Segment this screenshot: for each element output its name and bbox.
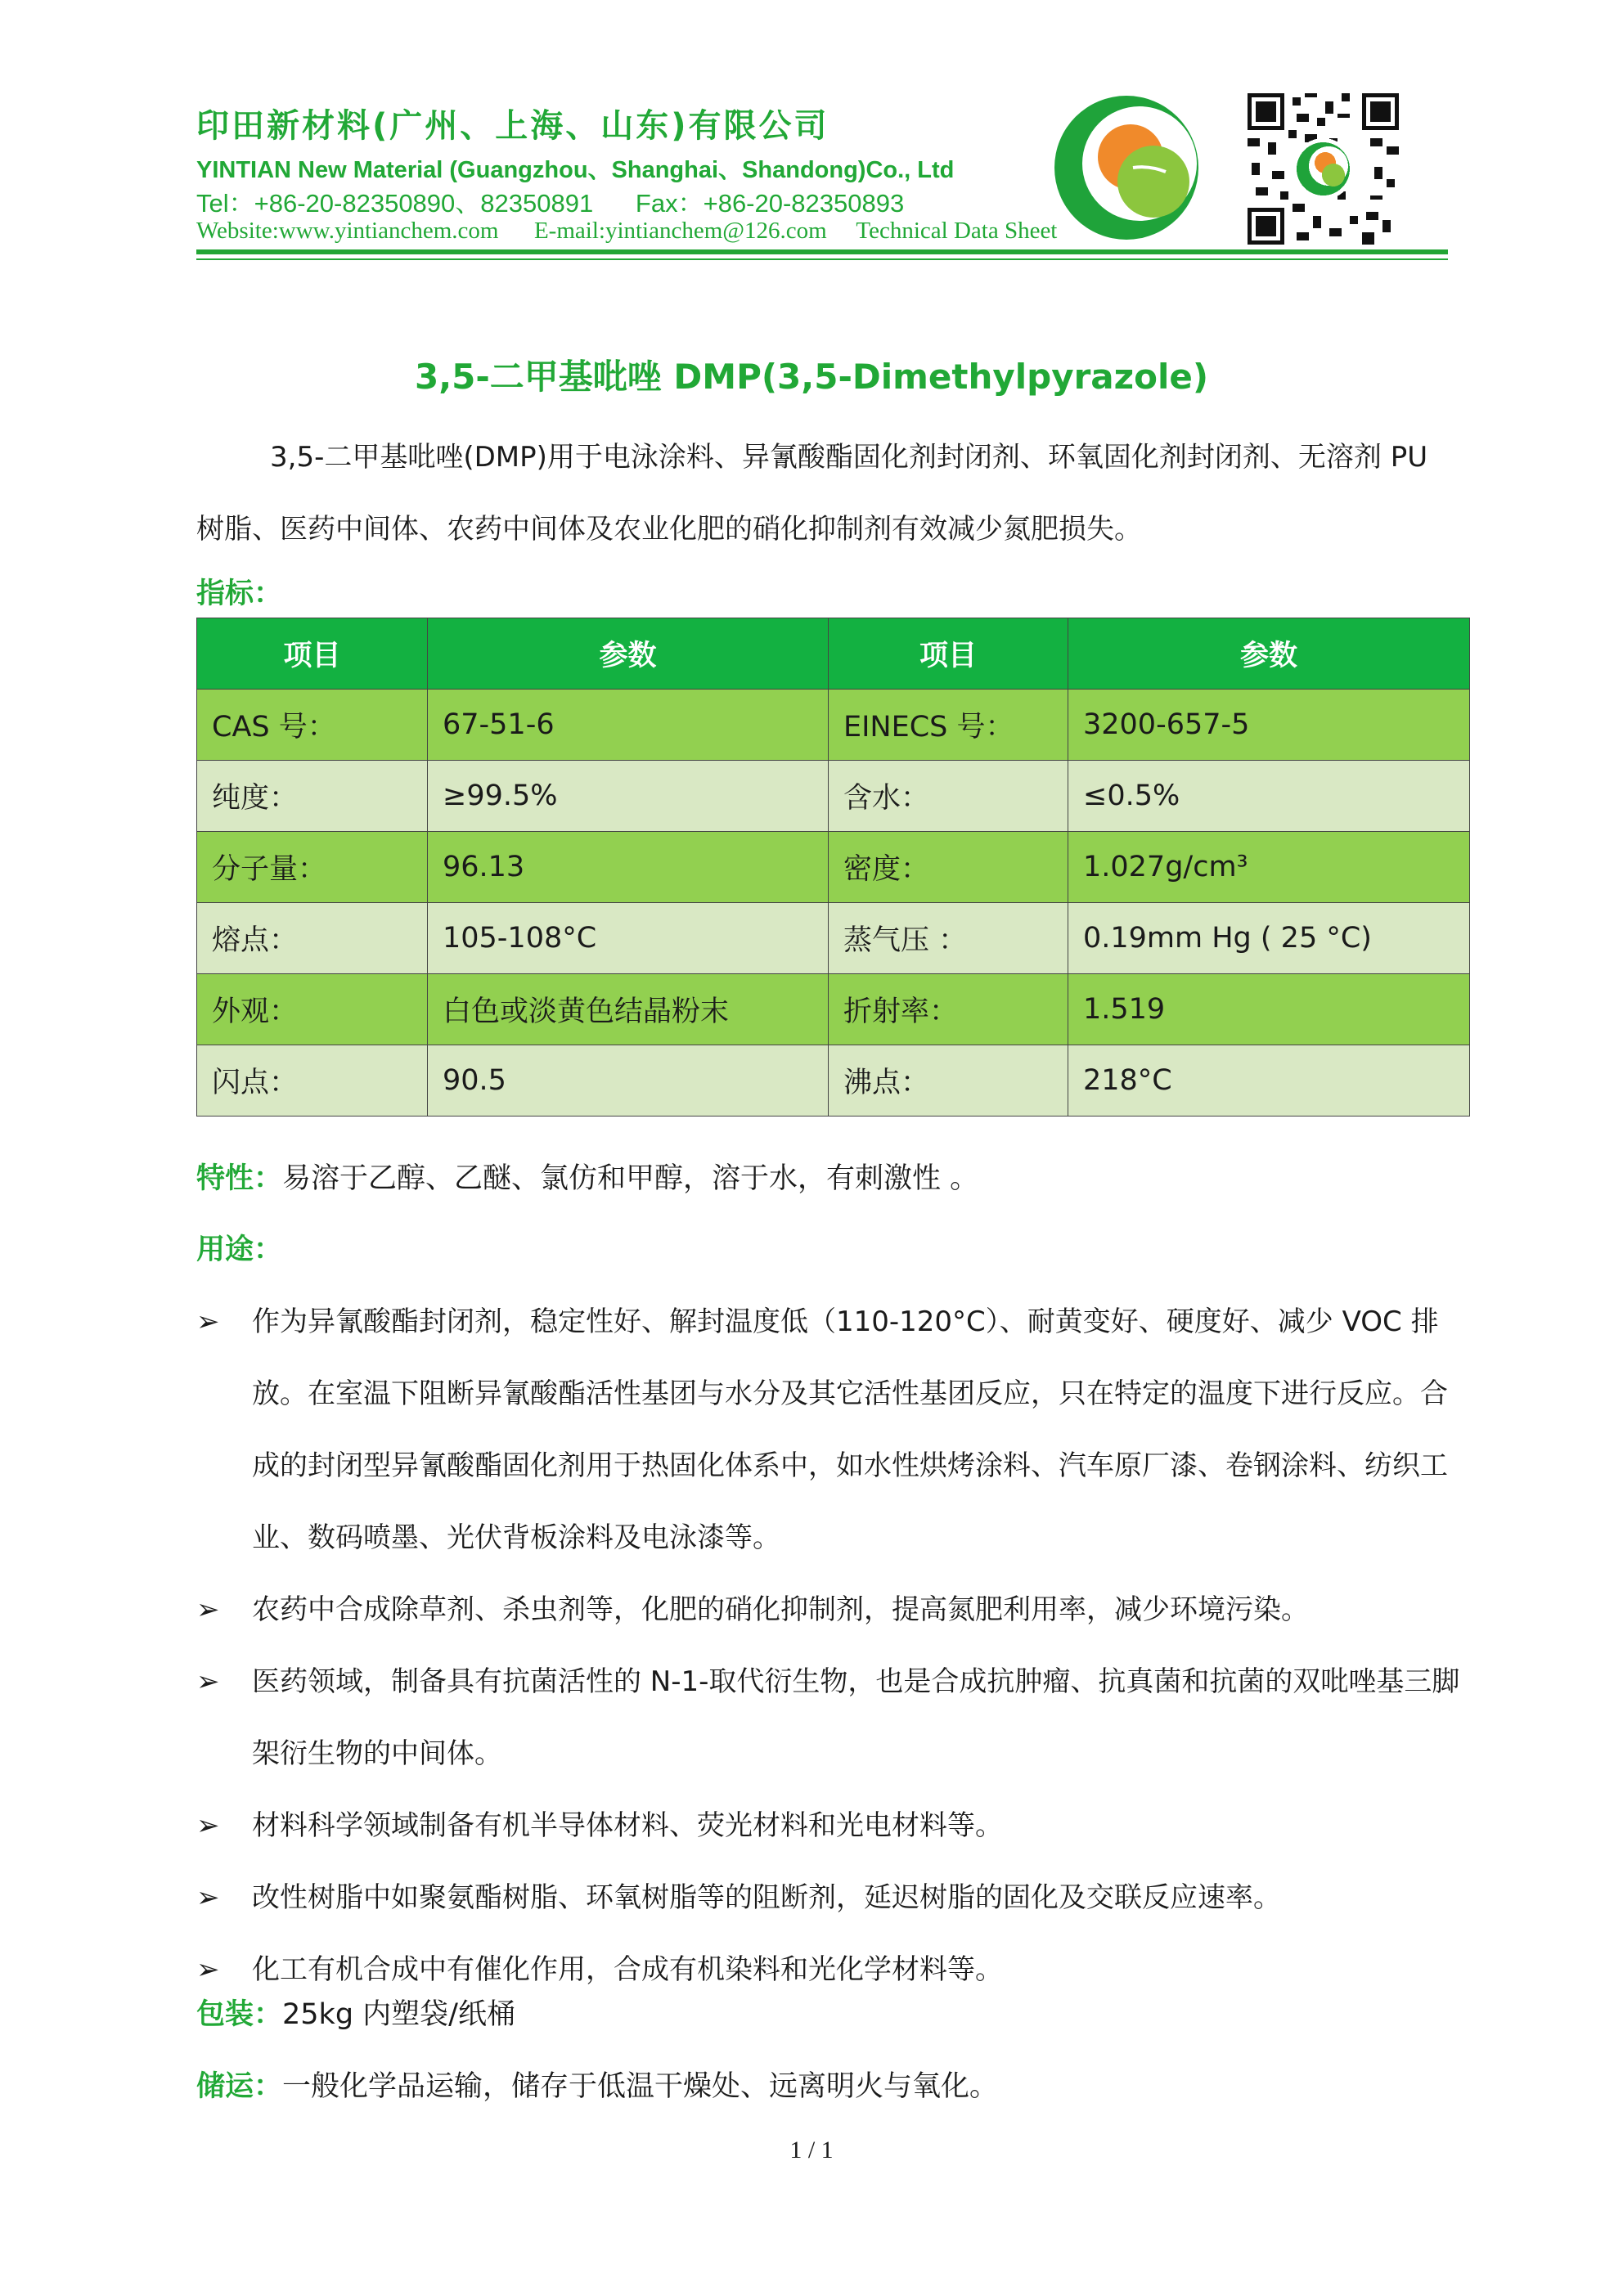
list-item (196, 1286, 1472, 1574)
table-cell: CAS 号： (197, 690, 428, 761)
table-cell: 熔点： (197, 903, 428, 974)
header-rule (196, 249, 1448, 254)
table-cell: 折射率： (829, 974, 1068, 1045)
packaging-label: 包装： (196, 1998, 283, 2031)
company-name-en: YINTIAN New Material (Guangzhou、Shanghai、Shandong)Co., Ltd (196, 157, 955, 183)
table-cell: 1.519 (1068, 974, 1470, 1045)
storage-text: 一般化学品运输，储存于低温干燥处、远离明火与氧化。 (282, 2070, 999, 2103)
bullet-arrow-icon: ➢ (196, 1305, 220, 1338)
packaging-text: 25kg 内塑袋/纸桶 (282, 1998, 515, 2031)
uses-heading: 用途： (196, 1233, 283, 1266)
table-cell: 闪点： (197, 1045, 428, 1117)
table-cell: 96.13 (428, 832, 829, 903)
bullet-arrow-icon: ➢ (196, 1881, 220, 1914)
list-item (196, 1862, 1472, 1934)
properties-text: 易溶于乙醇、乙醚、氯仿和甲醇，溶于水，有刺激性 。 (282, 1162, 979, 1195)
company-logo-icon (1051, 90, 1203, 245)
table-cell: ≥99.5% (428, 761, 829, 832)
list-item-text: 医药领域，制备具有抗菌活性的 N-1-取代衍生物，也是合成抗肿瘤、抗真菌和抗菌的双吡唑基三脚架衍生物的中间体。 (252, 1665, 1460, 1770)
page-number: 1 / 1 (789, 2136, 834, 2163)
product-intro: 3,5-二甲基吡唑(DMP)用于电泳涂料、异氰酸酯固化剂封闭剂、环氧固化剂封闭剂、无溶剂 PU 树脂、医药中间体、农药中间体及农业化肥的硝化抑制剂有效减少氮肥损失。 (196, 441, 1428, 546)
company-name-cn: 印田新材料(广州、上海、山东)有限公司 (196, 107, 829, 145)
header-param-2: 参数 (1068, 618, 1470, 690)
contact-web-line (196, 218, 1057, 245)
product-title: 3,5-二甲基吡唑 DMP(3,5-Dimethylpyrazole) (414, 357, 1209, 397)
letterhead (196, 90, 1440, 266)
storage-section (196, 2064, 998, 2105)
table-cell: ≤0.5% (1068, 761, 1470, 832)
table-cell: 67-51-6 (428, 690, 829, 761)
bullet-arrow-icon: ➢ (196, 1593, 220, 1626)
table-cell: 含水： (829, 761, 1068, 832)
table-cell: 218°C (1068, 1045, 1470, 1117)
table-cell: 纯度： (197, 761, 428, 832)
table-row (197, 974, 1470, 1045)
tel-value: +86-20-82350890、82350891 (254, 189, 594, 218)
table-cell: 分子量： (197, 832, 428, 903)
table-cell: 3200-657-5 (1068, 690, 1470, 761)
packaging-section (196, 1992, 515, 2033)
table-cell: 沸点： (829, 1045, 1068, 1117)
qr-code-icon (1248, 93, 1399, 245)
doc-type: Technical Data Sheet (856, 218, 1058, 244)
table-cell: 1.027g/cm³ (1068, 832, 1470, 903)
header-rule-thin (196, 258, 1448, 260)
list-item-text: 化工有机合成中有催化作用，合成有机染料和光化学材料等。 (252, 1953, 1003, 1986)
properties-section (196, 1156, 978, 1197)
fax-value: +86-20-82350893 (703, 189, 905, 218)
table-row (197, 690, 1470, 761)
table-cell: 白色或淡黄色结晶粉末 (428, 974, 829, 1045)
table-cell: 0.19mm Hg ( 25 °C) (1068, 903, 1470, 974)
table-row (197, 832, 1470, 903)
spec-heading: 指标： (196, 577, 283, 610)
tel-label: Tel： (196, 189, 254, 218)
list-item-text: 材料科学领域制备有机半导体材料、荧光材料和光电材料等。 (252, 1809, 1003, 1842)
list-item-text: 改性树脂中如聚氨酯树脂、环氧树脂等的阻断剂，延迟树脂的固化及交联反应速率。 (252, 1881, 1281, 1914)
table-cell: 外观： (197, 974, 428, 1045)
list-item-text: 农药中合成除草剂、杀虫剂等，化肥的硝化抑制剂，提高氮肥利用率，减少环境污染。 (252, 1593, 1309, 1626)
table-cell: 密度： (829, 832, 1068, 903)
table-row (197, 1045, 1470, 1117)
list-item (196, 1790, 1472, 1862)
uses-list (196, 1286, 1472, 2006)
fax-label: Fax： (635, 189, 704, 218)
spec-header-row (197, 618, 1470, 690)
table-row (197, 903, 1470, 974)
bullet-arrow-icon: ➢ (196, 1665, 220, 1698)
contact-phone-line (196, 182, 904, 219)
list-item (196, 1574, 1472, 1646)
table-cell: 90.5 (428, 1045, 829, 1117)
properties-label: 特性： (196, 1162, 283, 1195)
list-item (196, 1646, 1472, 1790)
table-row (197, 761, 1470, 832)
list-item-text: 作为异氰酸酯封闭剂，稳定性好、解封温度低（110-120°C）、耐黄变好、硬度好、减少 VOC 排放。在室温下阻断异氰酸酯活性基团与水分及其它活性基团反应，只在特定的温度下进行反应。合成的封闭型异氰酸酯固化剂用于热固化体系中，如水性烘烤涂料、汽车原厂漆、卷钢涂料、纺织工业、数码喷墨、光伏背板涂料及电泳漆等。 (252, 1305, 1448, 1554)
website: Website:www.yintianchem.com (196, 218, 499, 244)
header-item-2: 项目 (829, 618, 1068, 690)
table-cell: 蒸气压 ： (829, 903, 1068, 974)
header-param-1: 参数 (428, 618, 829, 690)
spec-table (196, 618, 1470, 1117)
email: E-mail:yintianchem@126.com (533, 218, 827, 244)
table-cell: EINECS 号： (829, 690, 1068, 761)
bullet-arrow-icon: ➢ (196, 1809, 220, 1842)
header-item-1: 项目 (197, 618, 428, 690)
bullet-arrow-icon: ➢ (196, 1953, 220, 1986)
table-cell: 105-108°C (428, 903, 829, 974)
storage-label: 储运： (196, 2070, 283, 2103)
